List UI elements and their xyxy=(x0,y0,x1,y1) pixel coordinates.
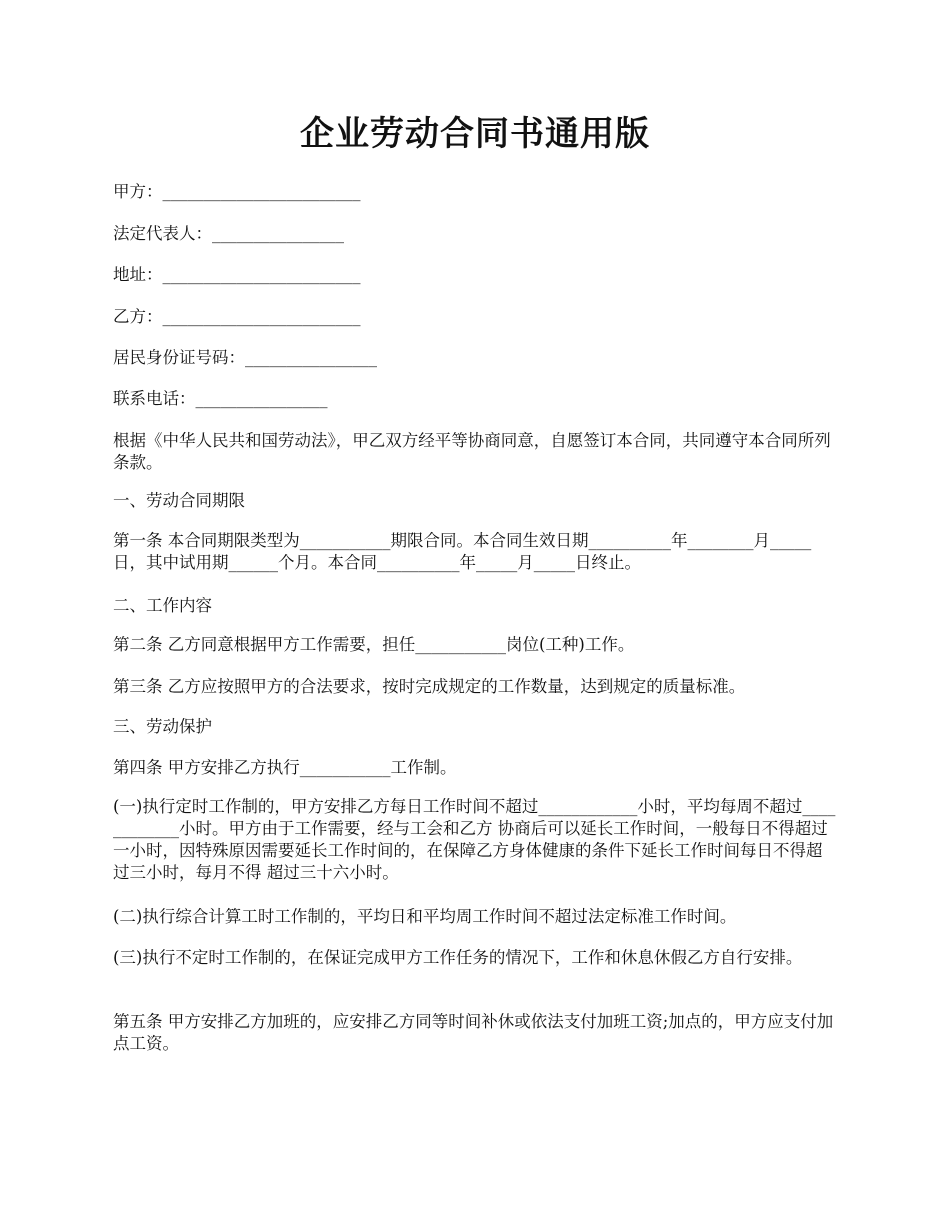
clause-fixed-hours-paragraph: (一)执行定时工作制的，甲方安排乙方每日工作时间不超过____________小时，平均每周不超过____________小时。甲方由于工作需要，经与工会和乙方 协商后可以延长工作时间，一般每日不得超过一小时，因特殊原因需要延长工作时间的，在保障乙方身体健康的条件下延长工作时间每日不得超过三小时，每月不得 超过三十六小时。 xyxy=(113,797,836,882)
party-b-field: 乙方：________________________ xyxy=(113,307,361,326)
party-a-field: 甲方：________________________ xyxy=(113,182,361,201)
article-2-paragraph: 第二条 乙方同意根据甲方工作需要，担任___________岗位(工种)工作。 xyxy=(113,635,635,654)
section-heading-term: 一、劳动合同期限 xyxy=(113,491,245,510)
legal-representative-field: 法定代表人：________________ xyxy=(113,224,344,243)
document-title: 企业劳动合同书通用版 xyxy=(300,114,650,154)
clause-flexible-hours-paragraph: (三)执行不定时工作制的，在保证完成甲方工作任务的情况下，工作和休息休假乙方自行安排。 xyxy=(113,948,803,967)
section-heading-work: 二、工作内容 xyxy=(113,596,212,615)
article-1-paragraph: 第一条 本合同期限类型为___________期限合同。本合同生效日期__________年________月_____日，其中试用期______个月。本合同__________年_____月_____日终止。 xyxy=(113,531,812,572)
article-3-paragraph: 第三条 乙方应按照甲方的合法要求，按时完成规定的工作数量，达到规定的质量标准。 xyxy=(113,677,746,696)
id-number-field: 居民身份证号码：________________ xyxy=(113,348,377,367)
address-field: 地址：________________________ xyxy=(113,265,361,284)
phone-field: 联系电话：________________ xyxy=(113,389,328,408)
article-4-paragraph: 第四条 甲方安排乙方执行___________工作制。 xyxy=(113,758,457,777)
section-heading-protection: 三、劳动保护 xyxy=(113,717,212,736)
clause-comprehensive-hours-paragraph: (二)执行综合计算工时工作制的，平均日和平均周工作时间不超过法定标准工作时间。 xyxy=(113,907,737,926)
article-5-paragraph: 第五条 甲方安排乙方加班的，应安排乙方同等时间补休或依法支付加班工资;加点的，甲方应支付加点工资。 xyxy=(113,1012,834,1053)
preamble-paragraph: 根据《中华人民共和国劳动法》，甲乙双方经平等协商同意，自愿签订本合同，共同遵守本合同所列条款。 xyxy=(113,431,831,472)
